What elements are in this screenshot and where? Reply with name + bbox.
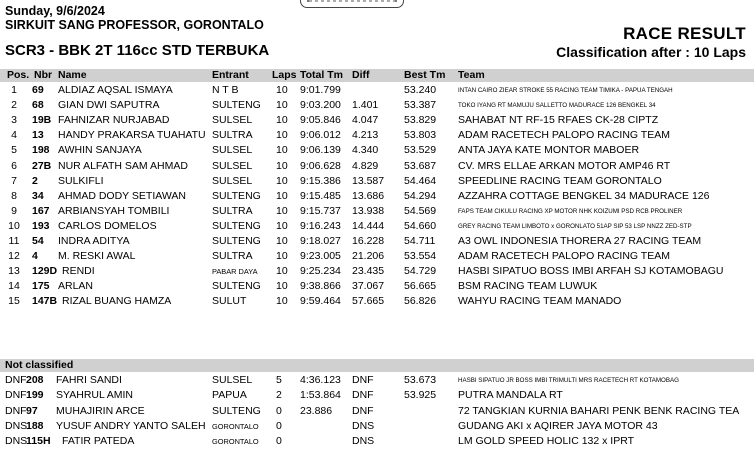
laps-cell: 0 <box>276 404 282 417</box>
best-time-cell: 53.803 <box>404 129 437 142</box>
best-time-cell: 54.464 <box>404 174 437 187</box>
col-header-best-time: Best Tm <box>404 69 446 81</box>
entrant-cell: SULTENG <box>212 99 261 112</box>
position-cell: 12 <box>8 250 20 263</box>
entrant-cell: SULTRA <box>212 204 253 217</box>
total-time-cell: 9:25.234 <box>300 265 341 278</box>
diff-cell: 21.206 <box>352 250 385 263</box>
team-cell: CV. MRS ELLAE ARKAN MOTOR AMP46 RT <box>458 159 671 172</box>
diff-cell: 37.067 <box>352 280 385 293</box>
not-classified-row <box>0 419 754 434</box>
result-row <box>0 219 754 234</box>
race-number-cell: 115H <box>26 435 51 448</box>
diff-cell: 4.213 <box>352 129 379 142</box>
rider-name-cell: GIAN DWI SAPUTRA <box>58 99 160 112</box>
total-time-cell: 9:03.200 <box>300 99 341 112</box>
diff-cell: 4.829 <box>352 159 379 172</box>
position-cell: 4 <box>11 129 17 142</box>
entrant-cell: SULSEL <box>212 374 253 386</box>
laps-cell: 2 <box>276 389 282 402</box>
race-date: Sunday, 9/6/2024 <box>5 4 105 18</box>
laps-cell: 10 <box>276 129 288 142</box>
entrant-cell: SULUT <box>212 295 247 308</box>
team-cell: ADAM RACETECH PALOPO RACING TEAM <box>458 129 670 142</box>
team-cell: PUTRA MANDALA RT <box>458 389 563 402</box>
position-cell: 14 <box>8 280 20 293</box>
diff-cell: DNF <box>352 389 374 402</box>
laps-cell: 10 <box>276 250 288 263</box>
result-row <box>0 174 754 189</box>
team-cell: SPEEDLINE RACING TEAM GORONTALO <box>458 174 662 187</box>
race-number-cell: 19B <box>32 114 52 127</box>
best-time-cell: 53.240 <box>404 84 437 96</box>
laps-cell: 0 <box>276 419 282 432</box>
not-classified-row <box>0 404 754 419</box>
result-row <box>0 98 754 113</box>
result-row <box>0 204 754 219</box>
team-cell: INTAN CAIRO ZIEAR STROKE 55 RACING TEAM TIMIKA - PAPUA TENGAH <box>458 87 673 94</box>
position-cell: DNF <box>5 389 27 402</box>
not-classified-title: Not classified <box>5 359 74 371</box>
position-cell: 1 <box>11 84 17 96</box>
race-number-cell: 147B <box>32 295 58 308</box>
best-time-cell: 53.529 <box>404 144 437 157</box>
diff-cell: 13.686 <box>352 189 385 202</box>
total-time-cell: 9:18.027 <box>300 235 341 247</box>
laps-cell: 10 <box>276 84 288 96</box>
result-row <box>0 143 754 158</box>
not-classified-row <box>0 388 754 403</box>
results-header-row <box>0 69 754 82</box>
total-time-cell: 4:36.123 <box>300 374 341 386</box>
rider-name-cell: RIZAL BUANG HAMZA <box>62 295 172 308</box>
rider-name-cell: CARLOS DOMELOS <box>58 219 157 232</box>
race-number-cell: 97 <box>26 404 38 417</box>
diff-cell: 13.587 <box>352 174 385 187</box>
result-row <box>0 294 754 309</box>
team-cell: SAHABAT NT RF-15 RFAES CK-28 CIPTZ <box>458 114 659 127</box>
position-cell: 10 <box>8 219 20 232</box>
entrant-cell: SULTENG <box>212 280 261 293</box>
entrant-cell: SULTENG <box>212 219 261 232</box>
rider-name-cell: FATIR PATEDA <box>62 435 135 448</box>
position-cell: 8 <box>11 189 17 202</box>
race-result-title: RACE RESULT <box>623 24 746 43</box>
result-row <box>0 128 754 143</box>
col-header-pos: Pos. <box>7 69 30 81</box>
best-time-cell: 56.826 <box>404 295 437 308</box>
rider-name-cell: ARBIANSYAH TOMBILI <box>58 204 170 217</box>
rider-name-cell: SYAHRUL AMIN <box>56 389 134 402</box>
team-cell: GUDANG AKI x AQIRER JAYA MOTOR 43 <box>458 419 658 432</box>
entrant-cell: PABAR DAYA <box>212 267 258 277</box>
diff-cell: DNS <box>352 419 375 432</box>
team-cell: ADAM RACETECH PALOPO RACING TEAM <box>458 250 670 263</box>
race-number-cell: 27B <box>32 159 52 172</box>
race-number-cell: 198 <box>32 144 50 157</box>
team-cell: BSM RACING TEAM LUWUK <box>458 280 598 293</box>
team-cell: WAHYU RACING TEAM MANADO <box>458 295 622 308</box>
rider-name-cell: FAHNIZAR NURJABAD <box>58 114 170 127</box>
diff-cell: 1.401 <box>352 99 379 112</box>
rider-name-cell: AHMAD DODY SETIAWAN <box>58 189 186 202</box>
position-cell: DNS <box>5 419 28 432</box>
laps-cell: 10 <box>276 204 288 217</box>
result-row <box>0 159 754 174</box>
entrant-cell: SULTRA <box>212 250 253 263</box>
position-cell: 15 <box>8 295 20 308</box>
position-cell: 9 <box>11 204 17 217</box>
team-cell: HASBI SIPATUO JR BOSS IMBI TRIMULTI MRS RACETECH RT KOTAMOBAG <box>458 377 679 384</box>
event-logo <box>300 0 404 8</box>
total-time-cell: 9:06.139 <box>300 144 341 157</box>
entrant-cell: SULTENG <box>212 235 261 247</box>
race-number-cell: 34 <box>32 189 44 202</box>
result-row <box>0 279 754 294</box>
position-cell: DNS <box>5 435 28 448</box>
rider-name-cell: AWHIN SANJAYA <box>58 144 142 157</box>
result-row <box>0 234 754 249</box>
rider-name-cell: SULKIFLI <box>58 174 104 187</box>
entrant-cell: SULSEL <box>212 159 253 172</box>
position-cell: 6 <box>11 159 17 172</box>
entrant-cell: SULTRA <box>212 129 253 142</box>
team-cell: 72 TANGKIAN KURNIA BAHARI PENK BENK RACING TEA <box>458 404 740 417</box>
position-cell: 3 <box>11 114 17 127</box>
team-cell: GREY RACING TEAM LIMBOTO x GORONLATO 51AP SIP 53 LSP NNZZ ZED-STP <box>458 222 692 230</box>
result-row <box>0 264 754 279</box>
rider-name-cell: ALDIAZ AQSAL ISMAYA <box>58 84 173 96</box>
laps-cell: 10 <box>276 159 288 172</box>
diff-cell: 13.938 <box>352 204 385 217</box>
col-header-name: Name <box>58 69 87 81</box>
best-time-cell: 54.660 <box>404 219 437 232</box>
entrant-cell: SULTENG <box>212 404 261 417</box>
position-cell: 7 <box>11 174 17 187</box>
entrant-cell: SULSEL <box>212 174 253 187</box>
total-time-cell: 9:59.464 <box>300 295 341 308</box>
laps-cell: 10 <box>276 99 288 112</box>
col-header-total-time: Total Tm <box>300 69 343 81</box>
diff-cell: 16.228 <box>352 235 385 247</box>
position-cell: 2 <box>11 99 17 112</box>
team-cell: ANTA JAYA KATE MONTOR MABOER <box>458 144 640 157</box>
laps-cell: 10 <box>276 219 288 232</box>
result-row <box>0 189 754 204</box>
rider-name-cell: M. RESKI AWAL <box>58 250 136 263</box>
laps-cell: 5 <box>276 374 282 386</box>
best-time-cell: 54.294 <box>404 189 437 202</box>
race-number-cell: 208 <box>26 374 44 386</box>
col-header-nbr: Nbr <box>34 69 53 81</box>
best-time-cell: 54.729 <box>404 265 437 278</box>
diff-cell: DNF <box>352 404 374 417</box>
laps-cell: 10 <box>276 114 288 127</box>
result-row <box>0 249 754 264</box>
total-time-cell: 9:23.005 <box>300 250 341 263</box>
best-time-cell: 53.687 <box>404 159 437 172</box>
race-number-cell: 199 <box>26 389 44 402</box>
rider-name-cell: ARLAN <box>58 280 94 293</box>
entrant-cell: SULSEL <box>212 114 253 127</box>
best-time-cell: 54.711 <box>404 235 436 247</box>
laps-cell: 10 <box>276 189 288 202</box>
team-cell: TOKO IYANG RT MAMUJU SALLETTO MADURACE 126 BENGKEL 34 <box>458 102 656 110</box>
race-number-cell: 188 <box>26 419 44 432</box>
position-cell: DNF <box>5 374 27 386</box>
total-time-cell: 23.886 <box>300 404 333 417</box>
diff-cell: 57.665 <box>352 295 385 308</box>
diff-cell: 4.047 <box>352 114 379 127</box>
race-number-cell: 2 <box>32 174 38 187</box>
rider-name-cell: RENDI <box>62 265 95 278</box>
col-header-team: Team <box>458 69 485 81</box>
result-row <box>0 113 754 128</box>
col-header-entrant: Entrant <box>212 69 249 81</box>
total-time-cell: 9:15.737 <box>300 204 341 217</box>
laps-cell: 10 <box>276 235 288 247</box>
result-row <box>0 83 754 98</box>
total-time-cell: 9:06.012 <box>300 129 341 142</box>
total-time-cell: 9:38.866 <box>300 280 341 293</box>
diff-cell: 23.435 <box>352 265 385 278</box>
race-number-cell: 69 <box>32 84 44 96</box>
not-classified-row <box>0 434 754 449</box>
entrant-cell: N T B <box>212 84 239 96</box>
total-time-cell: 9:15.485 <box>300 189 341 202</box>
total-time-cell: 9:16.243 <box>300 219 341 232</box>
best-time-cell: 54.569 <box>404 204 437 217</box>
rider-name-cell: INDRA ADITYA <box>58 235 130 247</box>
laps-cell: 0 <box>276 435 282 448</box>
best-time-cell: 53.554 <box>404 250 437 263</box>
laps-cell: 10 <box>276 295 288 308</box>
entrant-cell: GORONTALO <box>212 421 259 431</box>
race-number-cell: 129D <box>32 265 58 278</box>
position-cell: 5 <box>11 144 17 157</box>
best-time-cell: 53.387 <box>404 99 437 112</box>
best-time-cell: 53.829 <box>404 114 437 127</box>
diff-cell: 4.340 <box>352 144 379 157</box>
best-time-cell: 53.673 <box>404 374 437 386</box>
laps-cell: 10 <box>276 280 288 293</box>
rider-name-cell: HANDY PRAKARSA TUAHATU <box>58 129 206 142</box>
best-time-cell: 53.925 <box>404 389 437 402</box>
team-cell: AZZAHRA COTTAGE BENGKEL 34 MADURACE 126 <box>458 189 710 202</box>
entrant-cell: GORONTALO <box>212 437 259 447</box>
race-number-cell: 54 <box>32 235 44 247</box>
team-cell: LM GOLD SPEED HOLIC 132 x IPRT <box>458 435 635 448</box>
position-cell: 11 <box>8 235 20 247</box>
race-venue: SIRKUIT SANG PROFESSOR, GORONTALO <box>5 18 264 32</box>
not-classified-row <box>0 373 754 388</box>
rider-name-cell: NUR ALFATH SAM AHMAD <box>58 159 188 172</box>
total-time-cell: 9:06.628 <box>300 159 341 172</box>
laps-cell: 10 <box>276 144 288 157</box>
race-number-cell: 68 <box>32 99 44 112</box>
total-time-cell: 1:53.864 <box>300 389 341 402</box>
rider-name-cell: YUSUF ANDRY YANTO SALEH <box>56 419 206 432</box>
position-cell: 13 <box>8 265 20 278</box>
team-cell: A3 OWL INDONESIA THORERA 27 RACING TEAM <box>458 235 702 247</box>
col-header-diff: Diff <box>352 69 370 81</box>
not-classified-header <box>0 359 754 372</box>
race-number-cell: 4 <box>32 250 38 263</box>
rider-name-cell: MUHAJIRIN ARCE <box>56 404 145 417</box>
race-number-cell: 167 <box>32 204 50 217</box>
race-number-cell: 175 <box>32 280 50 293</box>
entrant-cell: SULTENG <box>212 189 261 202</box>
best-time-cell: 56.665 <box>404 280 437 293</box>
rider-name-cell: FAHRI SANDI <box>56 374 122 386</box>
team-cell: HASBI SIPATUO BOSS IMBI ARFAH SJ KOTAMOBAGU <box>458 265 724 278</box>
classification-info: Classification after : 10 Laps <box>556 44 746 60</box>
total-time-cell: 9:05.846 <box>300 114 341 127</box>
entrant-cell: PAPUA <box>212 389 247 402</box>
position-cell: DNF <box>5 404 27 417</box>
laps-cell: 10 <box>276 174 288 187</box>
race-class-title: SCR3 - BBK 2T 116cc STD TERBUKA <box>5 42 270 59</box>
total-time-cell: 9:15.386 <box>300 174 341 187</box>
team-cell: FAPS TEAM CIKULU RACING XP MOTOR NHK KOIZUMI PSD RCB PROLINER <box>458 207 683 215</box>
race-number-cell: 13 <box>32 129 44 142</box>
diff-cell: 14.444 <box>352 219 385 232</box>
diff-cell: DNF <box>352 374 374 386</box>
race-number-cell: 193 <box>32 219 50 232</box>
diff-cell: DNS <box>352 435 375 448</box>
total-time-cell: 9:01.799 <box>300 84 341 96</box>
col-header-laps: Laps <box>272 69 297 81</box>
laps-cell: 10 <box>276 265 288 278</box>
entrant-cell: SULSEL <box>212 144 253 157</box>
